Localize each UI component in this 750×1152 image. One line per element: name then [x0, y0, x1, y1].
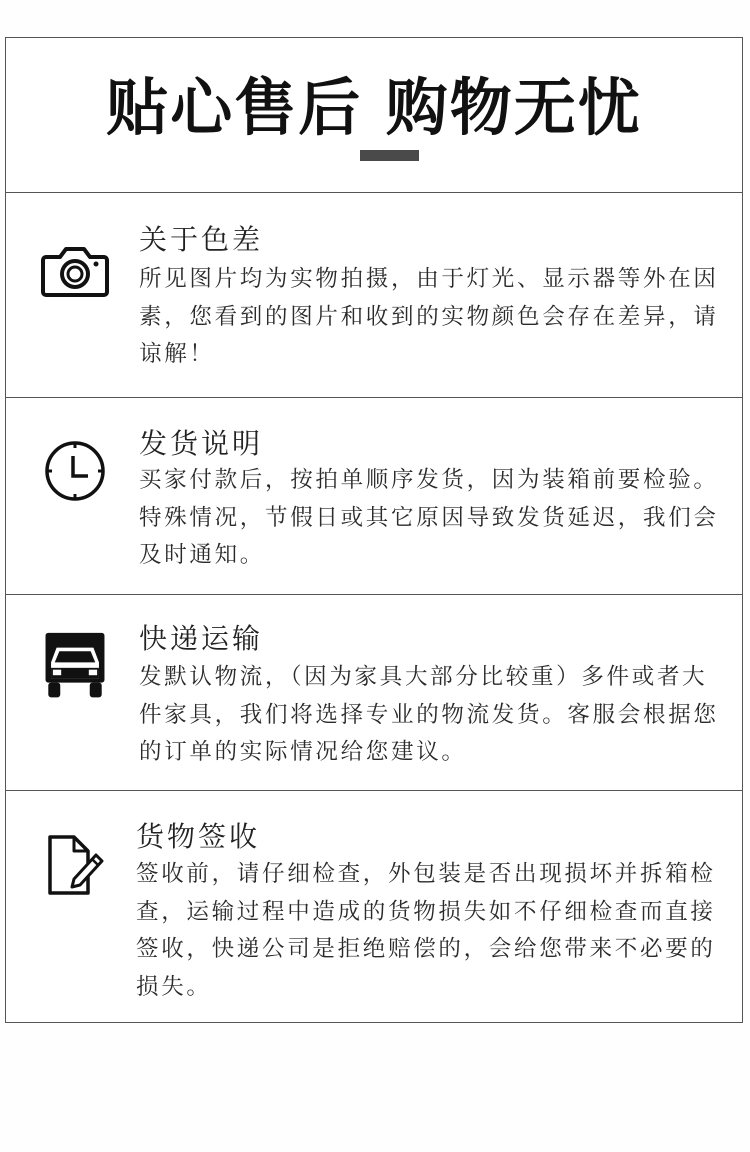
section-receipt-sign [6, 791, 742, 1024]
after-sales-card [5, 37, 743, 1023]
section-title: 快递运输 [139, 622, 264, 655]
camera-icon [40, 235, 110, 305]
section-body: 买家付款后，按拍单顺序发货，因为装箱前要检验。特殊情况，节假日或其它原因导致发货延迟，我们会及时通知。 [139, 467, 719, 568]
page-title: 贴心售后 购物无忧 [106, 71, 642, 144]
card-header [6, 38, 742, 193]
truck-icon [40, 631, 110, 701]
section-title: 货物签收 [136, 820, 261, 853]
clock-icon [40, 436, 110, 506]
section-express-transport [6, 595, 742, 791]
section-title: 关于色差 [139, 223, 264, 256]
sign-document-icon [44, 831, 114, 901]
title-underline-bar [360, 150, 419, 161]
section-title: 发货说明 [139, 427, 264, 460]
section-color-difference [6, 193, 742, 398]
section-body: 签收前，请仔细检查，外包装是否出现损坏并拆箱检查，运输过程中造成的货物损失如不仔细检查而直接签收，快递公司是拒绝赔偿的，会给您带来不必要的损失。 [136, 861, 716, 1000]
section-shipping [6, 398, 742, 595]
section-body: 所见图片均为实物拍摄，由于灯光、显示器等外在因素，您看到的图片和收到的实物颜色会存在差异，请谅解！ [139, 266, 719, 367]
section-body: 发默认物流，（因为家具大部分比较重）多件或者大件家具，我们将选择专业的物流发货。客服会根据您的订单的实际情况给您建议。 [139, 664, 719, 765]
